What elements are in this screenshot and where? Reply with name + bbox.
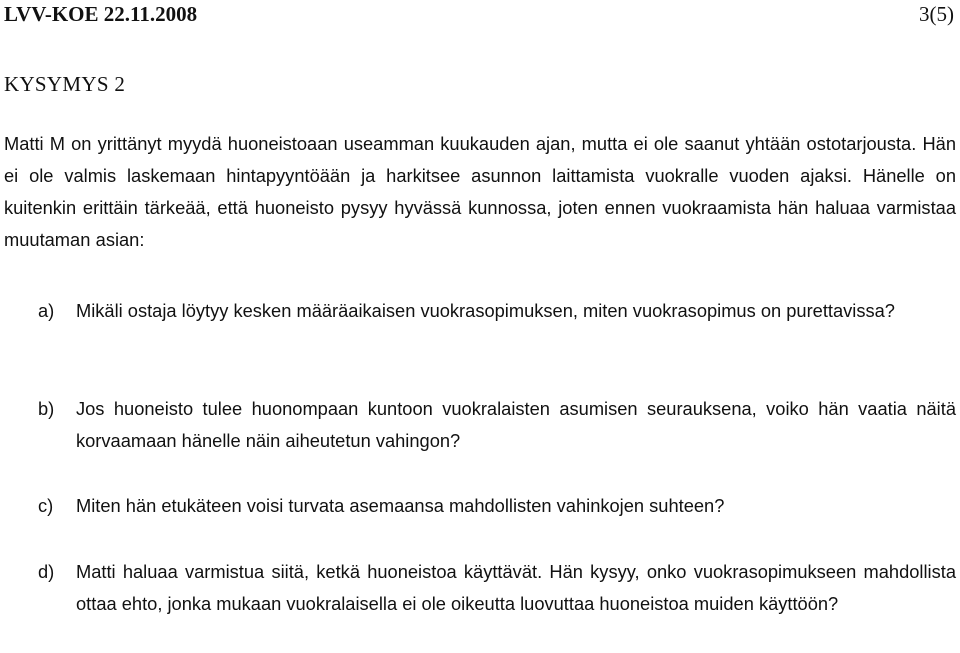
question-text: Matti haluaa varmistua siitä, ketkä huoneistoa käyttävät. Hän kysyy, onko vuokrasopimukseen mahdollista ottaa ehto, jonka mukaan vuokralaisella ei ole oikeutta luovuttaa huoneistoa muiden käyttöön?: [76, 561, 956, 614]
question-a: [38, 295, 956, 327]
question-label: b): [38, 398, 55, 419]
page-header: [4, 0, 954, 34]
question-text: Miten hän etukäteen voisi turvata asemaansa mahdollisten vahinkojen suhteen?: [76, 495, 725, 516]
question-b: [38, 393, 956, 457]
question-label: a): [38, 300, 55, 321]
exam-title: LVV-KOE 22.11.2008: [4, 2, 198, 26]
question-d: [38, 556, 956, 620]
case-description: Matti M on yrittänyt myydä huoneistoaan useamman kuukauden ajan, mutta ei ole saanut yhtään ostotarjousta. Hän ei ole valmis laskemaan hintapyyntöään ja harkitsee asunnon laittamista vuokralle vuoden ajaksi. Hänelle on kuitenkin erittäin tärkeää, että huoneisto pysyy hyvässä kunnossa, joten ennen vuokraamista hän haluaa varmistaa muutaman asian:: [4, 133, 956, 250]
question-text: Jos huoneisto tulee huonompaan kuntoon vuokralaisten asumisen seurauksena, voiko hän vaatia näitä korvaamaan hänelle näin aiheutetun vahingon?: [76, 398, 956, 451]
question-c: [38, 490, 956, 522]
question-heading: KYSYMYS 2: [4, 72, 126, 96]
page-number: 3(5): [919, 2, 954, 26]
question-label: d): [38, 561, 55, 582]
question-label: c): [38, 495, 54, 516]
question-text: Mikäli ostaja löytyy kesken määräaikaisen vuokrasopimuksen, miten vuokrasopimus on purettavissa?: [76, 300, 895, 321]
